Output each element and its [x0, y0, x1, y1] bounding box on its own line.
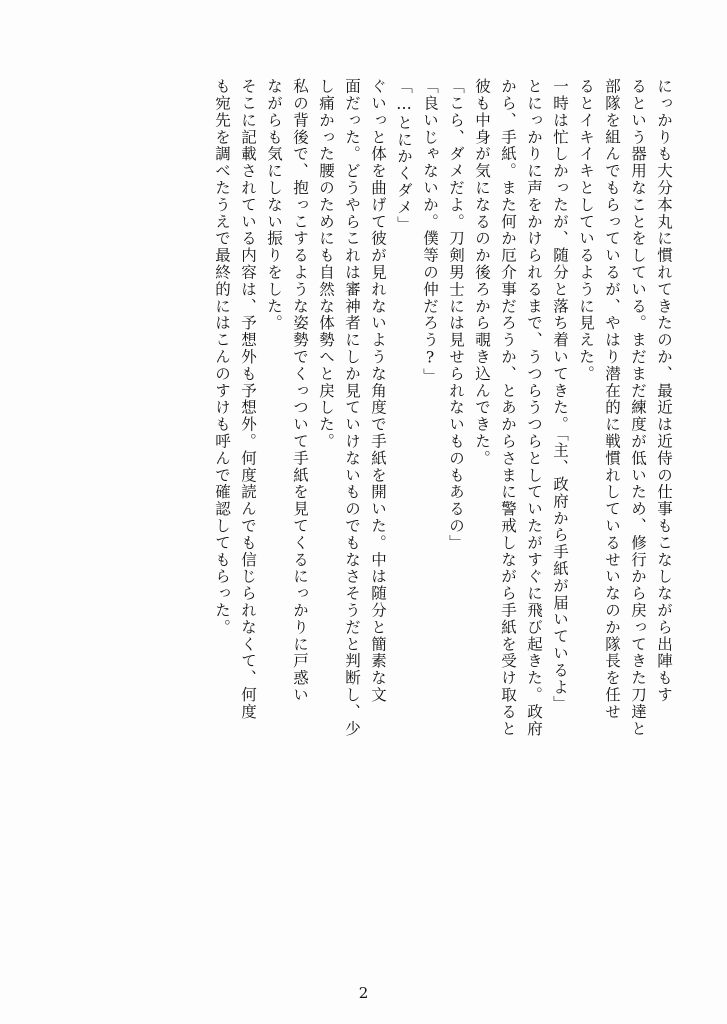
text-line: も宛先を調べたうえで最終的にはこんのすけも呼んで確認してもらった。	[213, 78, 231, 636]
vertical-text-body	[56, 78, 671, 954]
text-line: 「…とにかくダメ」	[395, 78, 413, 233]
text-line: 「こら、ダメだよ。刀剣男士には見せられないものもあるの」	[447, 78, 465, 552]
text-line: とにっかりに声をかけられるまで、うつらうつらとしていたがすぐに飛び起きた。政府	[525, 78, 543, 738]
text-line: から、手紙。また何か厄介事だろうか、とあからさまに警戒しながら手紙を受け取ると	[499, 78, 517, 738]
text-line: ぐいっと体を曲げて彼が見れないような角度で手紙を開いた。中は随分と簡素な文	[369, 78, 387, 704]
page-number: 2	[358, 984, 369, 1002]
text-line: 部隊を組んでもらっているが、やはり潜在的に戦慣れしているせいなのか隊長を任せ	[603, 78, 621, 721]
text-line: ながらも気にしない振りをした。	[265, 78, 283, 332]
text-line: 面だった。どうやらこれは審神者にしか見ていけないものでもなさそうだと判断し、少	[343, 78, 361, 738]
text-line: るとイキイキとしているように見えた。	[577, 78, 595, 383]
text-line: そこに記載されている内容は、予想外も予想外。何度読んでも信じられなくて、何度	[239, 78, 257, 721]
text-line: るという器用なことをしている。まだまだ練度が低いため、修行から戻ってきた刀達と	[629, 78, 647, 738]
text-line: 彼も中身が気になるのか後ろから覗き込んできた。	[473, 78, 491, 467]
text-line: し痛かった腰のためにも自然な体勢へと戻した。	[317, 78, 335, 450]
text-line: 「良いじゃないか。僕等の仲だろう?」	[421, 78, 439, 385]
text-line: にっかりも大分本丸に慣れてきたのか、最近は近侍の仕事もこなしながら出陣もす	[655, 78, 673, 704]
text-line: 一時は忙しかったが、随分と落ち着いてきた。「主、政府から手紙が届いているよ」	[551, 78, 569, 713]
text-line: 私の背後で、抱っこするような姿勢でくっついて手紙を見てくるにっかりに戸惑い	[291, 78, 309, 704]
